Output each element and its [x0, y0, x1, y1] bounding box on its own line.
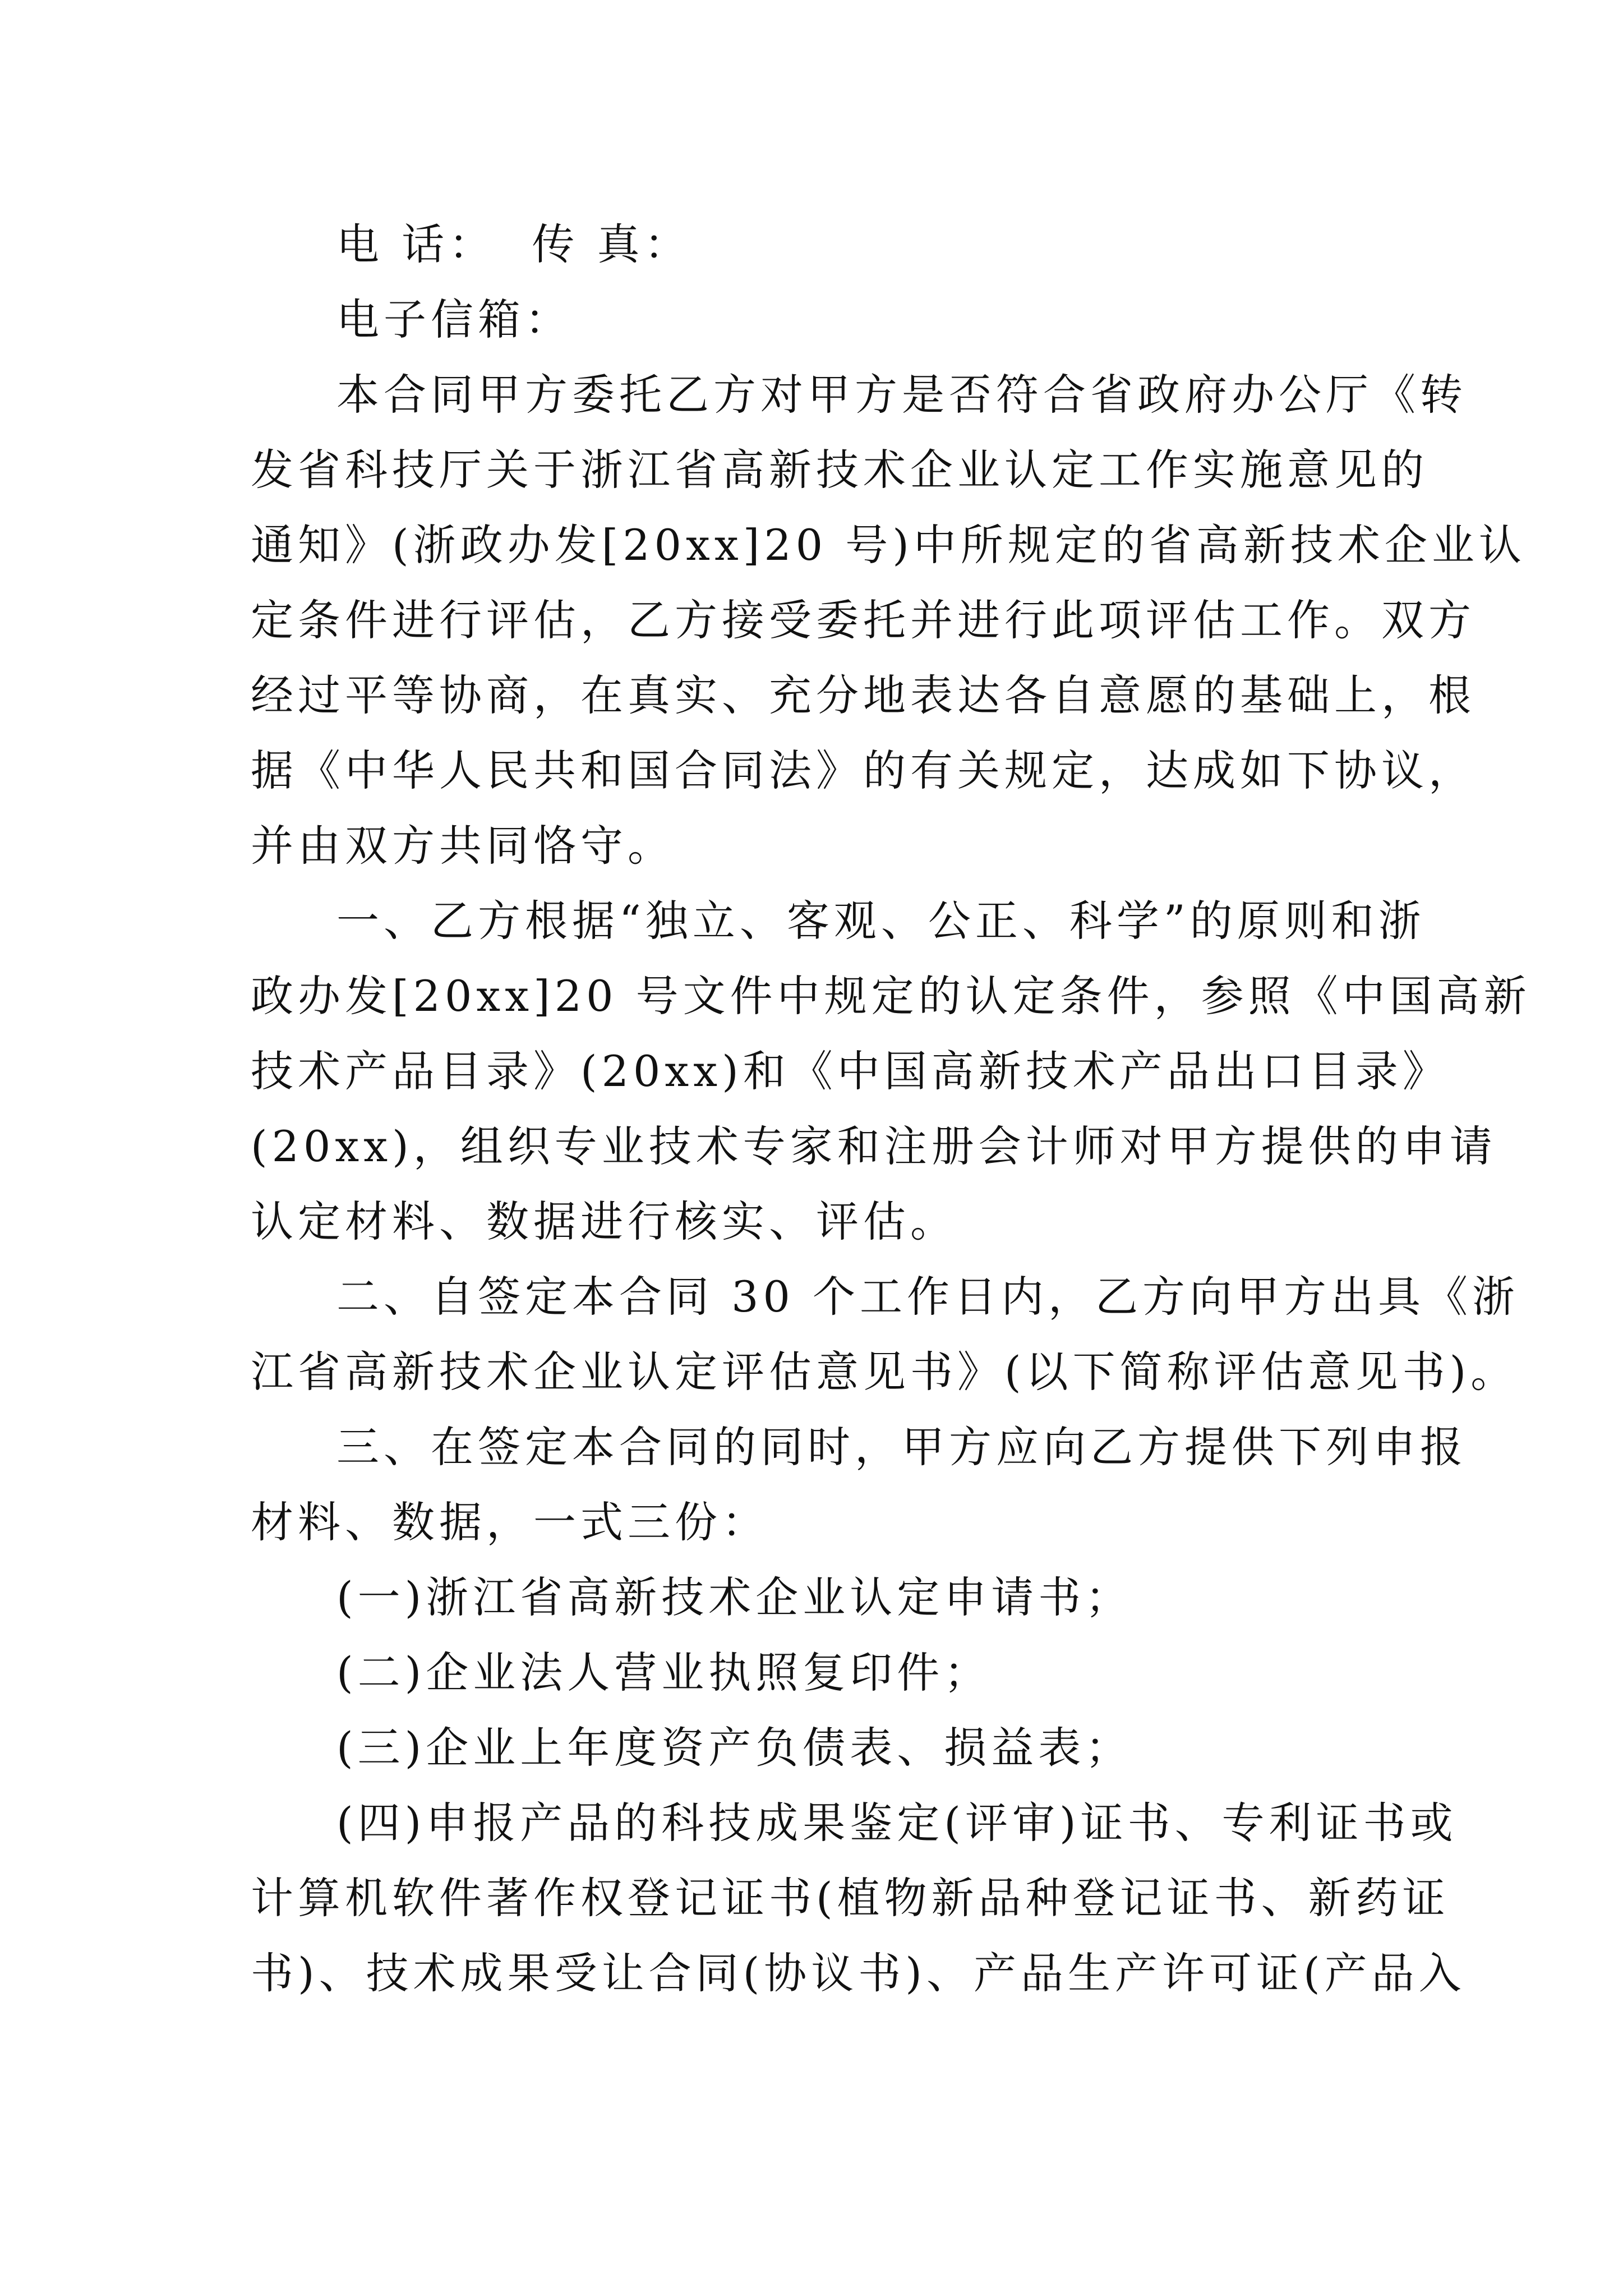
intro-paragraph-line: 经过平等协商，在真实、充分地表达各自意愿的基础上，根 [251, 670, 1476, 720]
clause-two-line: 二、自签定本合同 30 个工作日内，乙方向甲方出具《浙 [336, 1272, 1520, 1322]
intro-paragraph-line: 通知》(浙政办发[20xx]20 号)中所规定的省高新技术企业认 [251, 520, 1526, 570]
list-item-four: (四)申报产品的科技成果鉴定(评审)证书、专利证书或 [336, 1798, 1458, 1848]
intro-paragraph-line: 发省科技厅关于浙江省高新技术企业认定工作实施意见的 [251, 445, 1428, 495]
intro-paragraph-line: 并由双方共同恪守。 [251, 821, 675, 871]
list-item-one: (一)浙江省高新技术企业认定申请书； [336, 1572, 1133, 1622]
clause-one-line: 政办发[20xx]20 号文件中规定的认定条件，参照《中国高新 [251, 971, 1531, 1021]
clause-three-line: 材料、数据，一式三份： [251, 1497, 769, 1547]
clause-one-line: 认定材料、数据进行核实、评估。 [251, 1197, 957, 1246]
clause-one-line: 技术产品目录》(20xx)和《中国高新技术产品出口目录》 [251, 1046, 1450, 1096]
list-item-four-continued: 书)、技术成果受让合同(协议书)、产品生产许可证(产品入 [251, 1948, 1466, 1998]
intro-paragraph-line: 本合同甲方委托乙方对甲方是否符合省政府办公厅《转 [336, 370, 1467, 420]
intro-paragraph-line: 据《中华人民共和国合同法》的有关规定，达成如下协议， [251, 746, 1476, 795]
list-item-two: (二)企业法人营业执照复印件； [336, 1648, 992, 1697]
email-line: 电子信箱： [336, 295, 572, 344]
clause-three-line: 三、在签定本合同的同时，甲方应向乙方提供下列申报 [336, 1422, 1467, 1472]
clause-one-line: 一、乙方根据“独立、客观、公正、科学”的原则和浙 [336, 896, 1426, 946]
phone-fax-line: 电 话： 传 真： [336, 219, 691, 269]
intro-paragraph-line: 定条件进行评估，乙方接受委托并进行此项评估工作。双方 [251, 595, 1476, 645]
list-item-four-continued: 计算机软件著作权登记证书(植物新品种登记证书、新药证 [251, 1873, 1450, 1923]
clause-one-line: (20xx)，组织专业技术专家和注册会计师对甲方提供的申请 [251, 1121, 1497, 1171]
list-item-three: (三)企业上年度资产负债表、损益表； [336, 1723, 1133, 1773]
clause-two-line: 江省高新技术企业认定评估意见书》(以下简称评估意见书)。 [251, 1347, 1518, 1397]
